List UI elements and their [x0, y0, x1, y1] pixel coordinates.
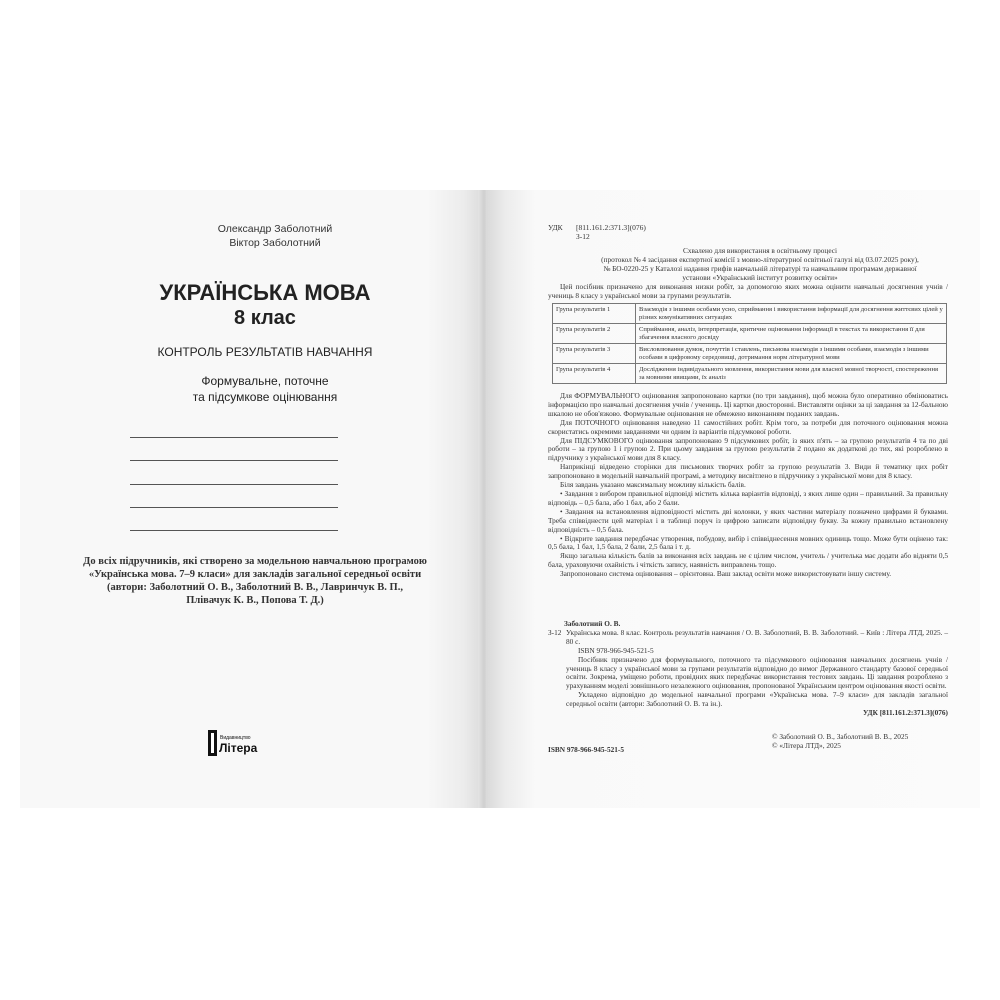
udk-value: [811.161.2:371.3](076) — [576, 223, 646, 232]
approval-text — [580, 247, 940, 283]
logo-text: Літера — [219, 741, 258, 755]
card-code: З-12 — [548, 628, 562, 637]
approval-line-2: (протокол № 4 засідання експертної комісії з мовно-літературної освітньої галузі від 03.07.2025 року), — [601, 254, 919, 264]
group-name: Група результатів 4 — [553, 364, 636, 384]
card-udk: УДК [811.161.2:371.3](076) — [862, 708, 948, 718]
approval-line-1: Схвалено для використання в освітньому процесі — [682, 246, 838, 255]
approval-line-4: установи «Український інститут розвитку освіти» — [682, 272, 838, 282]
authors — [170, 222, 380, 250]
table-row — [553, 364, 947, 384]
copyright-line-2: © «Літера ЛТД», 2025 — [772, 740, 841, 750]
blank-line-4 — [130, 507, 338, 508]
table-row — [553, 304, 947, 324]
card-title: Українська мова. 8 клас. Контроль результатів навчання / О. В. Заболотний, В. В. Заболотний. – Київ : Літера ЛТД, 2025. – 80 с. — [566, 627, 948, 646]
book-title: УКРАЇНСЬКА МОВА — [159, 280, 371, 305]
group-desc: Взаємодія з іншими особами усно, сприймання і використання інформації для досягнення життєвих цілей у різних комунікативних ситуаціях — [636, 304, 947, 324]
results-groups-table — [552, 303, 947, 384]
blank-line-1 — [130, 437, 338, 438]
left-page — [20, 190, 482, 808]
card-desc-1: Посібник призначено для формувального, поточного та підсумкового оцінювання навчальних досягнень учнів / учениць 8 класу з української мови за групами результатів відповідно до вимог Державного стандарту базової середньої освіти. Зокрема, уміщено роботи, провідних яких передбачає використання тестових завдань. Ці завдання розроблено з урахуванням моделі зовнішнього незалежного оцінювання, пропонованої Українським центром оцінювання якості освіти. — [566, 654, 948, 691]
book-code: З-12 — [576, 231, 590, 241]
book-description-line-2: та підсумкове оцінювання — [192, 390, 338, 404]
note-rest: , які створено за модельною навчальною програмою — [177, 556, 427, 567]
blank-line-5 — [130, 530, 338, 531]
right-page — [486, 190, 980, 808]
body-paragraph: Для ПІДСУМКОВОГО оцінювання запропоновано 9 підсумкових робіт, із яких п'ять – за групою результатів 4 та по дві роботи – за групою 1 і групою 2. При цьому завдання за групою результатів 2 подано як додаткові до тих, які розроблено в підручнику з української мови для 8 класу. — [548, 435, 948, 463]
author-2: Віктор Заболотний — [229, 237, 321, 249]
catalog-card — [548, 620, 948, 718]
book-spread — [20, 190, 980, 808]
blank-line-2 — [130, 460, 338, 461]
copyright — [772, 733, 952, 751]
group-desc: Дослідження індивідуального мовлення, використання мови для власної мовної творчості, спостереження за мовними явищами, їх аналіз — [636, 364, 947, 384]
udk-block — [548, 224, 948, 242]
card-author: Заболотний О. В. — [564, 619, 621, 628]
note-bold: До всіх підручників — [83, 556, 178, 567]
book-description-line-1: Формувальне, поточне — [201, 374, 329, 388]
note-line-3: Плівачук К. В., Попова Т. Д.) — [186, 595, 324, 606]
book-subtitle: КОНТРОЛЬ РЕЗУЛЬТАТІВ НАВЧАННЯ — [157, 345, 373, 359]
group-name: Група результатів 3 — [553, 344, 636, 364]
logo-small-text: Видавництво — [220, 735, 251, 741]
body-paragraph: • Завдання з вибором правильної відповіді містить кілька варіантів відповіді, з яких лише один – правильний. За правильну відповідь – 0,5 бала, або 1 бал, або 2 бали. — [548, 488, 948, 507]
author-1: Олександр Заболотний — [217, 223, 333, 235]
group-name: Група результатів 2 — [553, 324, 636, 344]
card-isbn: ISBN 978-966-945-521-5 — [578, 645, 654, 655]
copyright-line-1: © Заболотний О. В., Заболотний В. В., 2025 — [772, 732, 909, 741]
publisher-logo — [208, 728, 260, 756]
body-paragraph: Для ФОРМУВАЛЬНОГО оцінювання запропоновано картки (по три завдання), щоб можна було оперативно обмінюватись інформацією про навчальні досягнення учнів / учениць. Ці картки двосторонні. Виставляти оцінки за ці завдання за 12-бальною шкалою не обов'язково. Формувальне оцінювання не обмежено виконанням поданих завдань. — [548, 391, 948, 418]
group-desc: Сприймання, аналіз, інтерпретація, критичне оцінювання інформації в текстах та використання її для збагачення власного досвіду — [636, 324, 947, 344]
book-description — [110, 373, 420, 405]
body-paragraph: Якщо загальна кількість балів за виконання всіх завдань не є цілим числом, учитель / учителька має додати або відняти 0,5 бала, ураховуючи охайність і чіткість запису, наявність виправлень тощо. — [548, 551, 948, 570]
table-row — [553, 324, 947, 344]
body-paragraph: Наприкінці відведено сторінки для письмових творчих робіт за групою результатів 3. Види й тематику цих робіт запропоновано в модельній навчальній програмі, а методику висвітлено в підручнику з української мови для 8 класу. — [548, 462, 948, 481]
udk-label: УДК — [548, 223, 563, 232]
book-grade: 8 клас — [234, 307, 296, 329]
body-paragraph: Біля завдань указано максимальну можливу кількість балів. — [560, 480, 746, 490]
footer-isbn: ISBN 978-966-945-521-5 — [548, 745, 625, 754]
approval-line-3: № БО-0220-25 у Каталозі надання грифів навчальній літературі та навчальним програмам державної — [603, 263, 917, 273]
body-paragraph: Для ПОТОЧНОГО оцінювання наведено 11 самостійних робіт. Крім того, за потреби для поточного оцінювання можна скористатись окремими завданнями чи одним із варіантів підсумкової роботи. — [548, 417, 948, 436]
textbook-note — [30, 555, 480, 607]
group-desc: Висловлювання думок, почуттів і ставлень, письмова взаємодія з іншими особами, взаємодія з іншими особами в цифровому середовищі, дотримання норм літературної мови — [636, 344, 947, 364]
body-paragraph: • Завдання на встановлення відповідності містить дві колонки, у яких частини матеріалу позначено цифрами й буквами. Треба співвіднести цей матеріал і в таблиці поруч із цифрою записати відповідну букву. За кожну правильно встановлену відповідність – 0,5 бала. — [548, 506, 948, 534]
intro-paragraph: Цей посібник призначено для виконання низки робіт, за допомогою яких можна оцінити навчальні досягнення учнів / учениць 8 класу з української мови за групами результатів. — [548, 282, 948, 300]
body-paragraph: • Відкрите завдання передбачає утворення, побудову, вибір і співвіднесення мовних одиниць тощо. Може бути оцінено так: 0,5 бала, 1 бал, 1,5 бала, 2 бали, 2,5 бала і т. д. — [548, 533, 948, 552]
note-line-2: (автори: Заболотний О. В., Заболотний В. В., Лавринчук В. П., — [107, 582, 403, 593]
card-desc-2: Укладено відповідно до модельної навчальної програми «Українська мова. 7–9 класи» для закладів загальної середньої освіти (автори: Заболотний О. В. та ін.). — [566, 690, 948, 709]
group-name: Група результатів 1 — [553, 304, 636, 324]
blank-line-3 — [130, 484, 338, 485]
table-row — [553, 344, 947, 364]
body-text — [548, 392, 948, 579]
card-body — [566, 629, 948, 718]
note-line-1: «Українська мова. 7–9 класи» для закладів загальної середньої освіти — [88, 569, 422, 580]
body-paragraph: Запропоновано система оцінювання – орієнтовна. Ваш заклад освіти може використовувати іншу систему. — [560, 569, 892, 579]
